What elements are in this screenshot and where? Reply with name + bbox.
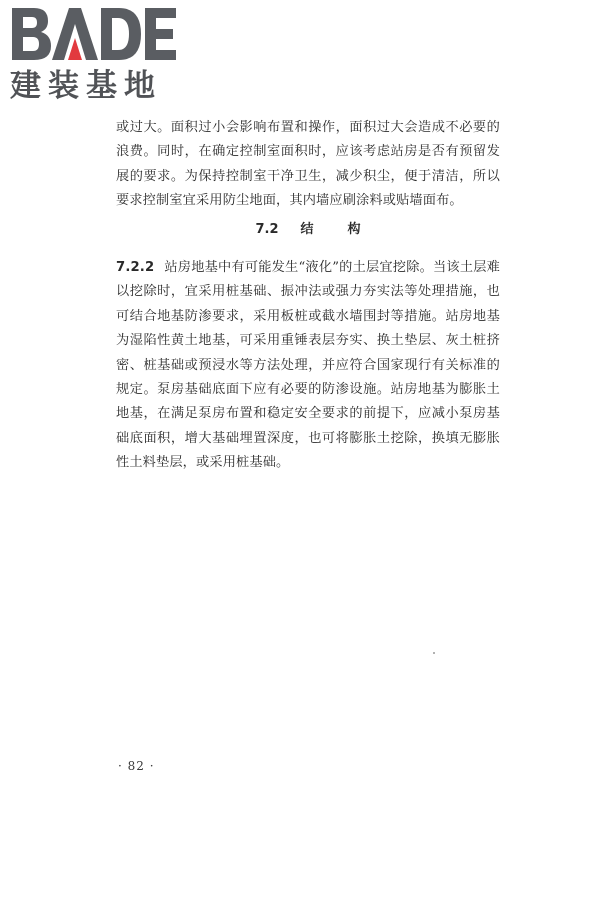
clause-7-2-2 bbox=[116, 256, 500, 476]
bade-wordmark bbox=[8, 4, 178, 62]
section-heading bbox=[116, 218, 500, 237]
clause-number: 7.2.2 bbox=[116, 260, 155, 275]
section-title-part-1: 结 bbox=[300, 222, 314, 237]
clause-paragraph bbox=[116, 256, 500, 476]
section-number: 7.2 bbox=[255, 222, 279, 237]
section-title-part-2: 构 bbox=[347, 222, 361, 237]
bade-logo bbox=[8, 4, 178, 104]
paragraph-continuation bbox=[116, 116, 500, 214]
page-number: · 82 · bbox=[118, 759, 155, 773]
clause-text: 站房地基中有可能发生“液化”的土层宜挖除。当该土层难以挖除时，宜采用桩基础、振冲法或强力夯实法等处理措施，也可结合地基防渗要求，采用板桩或截水墙围封等措施。站房地基为湿陷性黄土地基，可采用重锤表层夯实、换土垫层、灰土桩挤密、桩基础或预浸水等方法处理，并应符合国家现行有关标准的规定。泵房基础底面下应有必要的防渗设施。站房地基为膨胀土地基，在满足泵房布置和稳定安全要求的前提下，应减小泵房基础底面积，增大基础埋置深度，也可将膨胀土挖除，换填无膨胀性土料垫层，或采用桩基础。 bbox=[116, 260, 500, 471]
paragraph-text: 或过大。面积过小会影响布置和操作，面积过大会造成不必要的浪费。同时，在确定控制室面积时，应该考虑站房是否有预留发展的要求。为保持控制室干净卫生，减少积尘，便于清洁，所以要求控制室宜采用防尘地面，其内墙应刷涂料或贴墙面布。 bbox=[116, 120, 500, 209]
scan-speck bbox=[433, 652, 435, 654]
logo-subtitle: 建装基地 bbox=[10, 68, 162, 104]
